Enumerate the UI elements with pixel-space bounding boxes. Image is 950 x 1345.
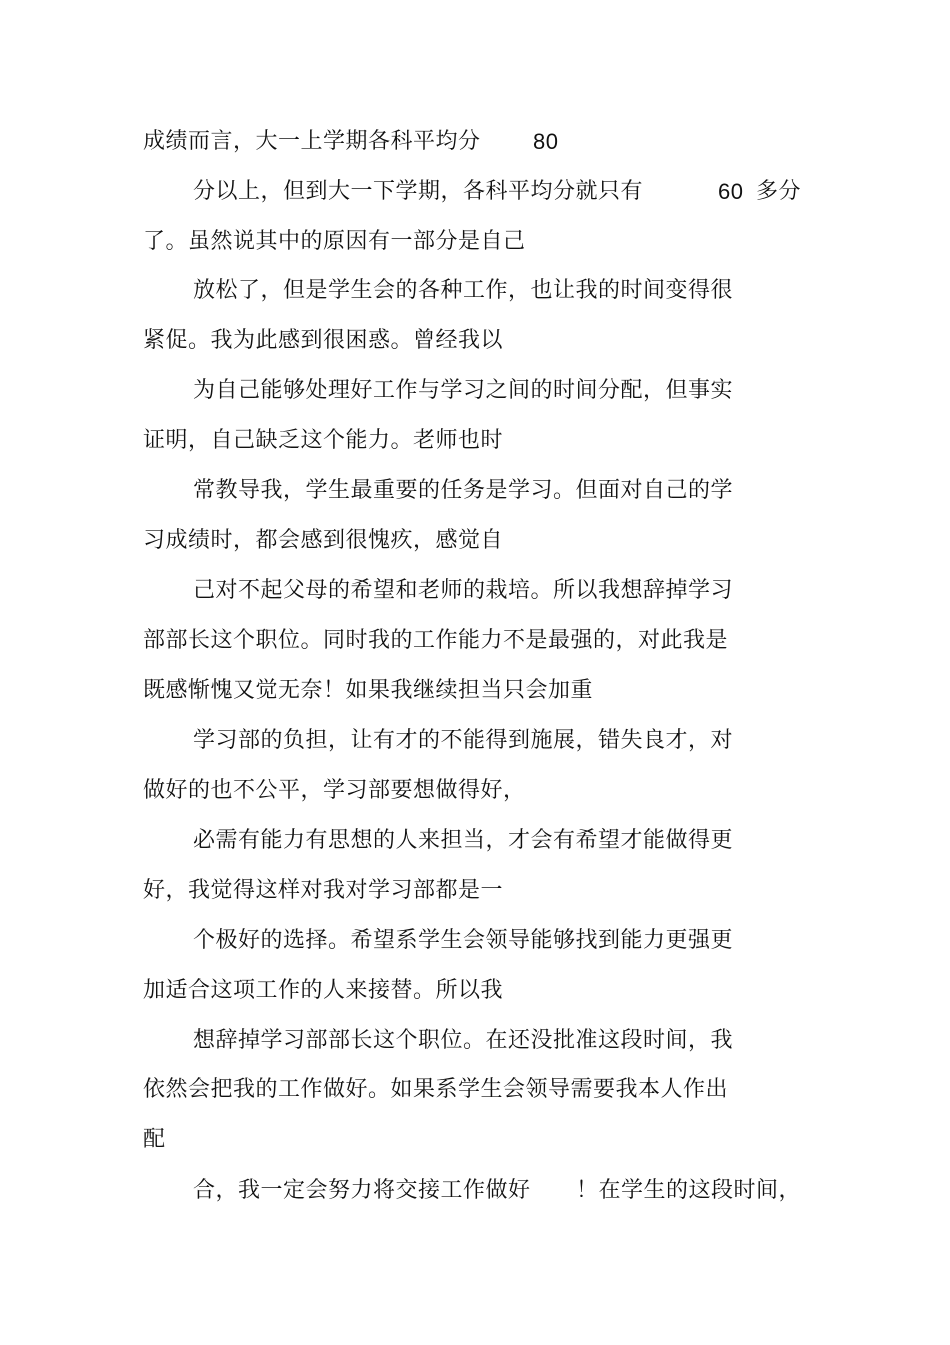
text-line: 为自己能够处理好工作与学习之间的时间分配，但事实 <box>193 378 734 403</box>
text-segment: ！在学生的这段时间， <box>576 1178 802 1203</box>
text-line: 想辞掉学习部部长这个职位。在还没批准这段时间，我 <box>193 1028 734 1053</box>
text-line: 证明，自己缺乏这个能力。老师也时 <box>143 428 504 453</box>
text-segment: 分以上，但到大一下学期，各科平均分就只有 <box>193 179 644 204</box>
text-line <box>193 1177 802 1205</box>
text-line: 学习部的负担，让有才的不能得到施展，错失良才，对 <box>193 728 734 753</box>
text-line: 部部长这个职位。同时我的工作能力不是最强的，对此我是 <box>143 628 729 653</box>
text-line: 己对不起父母的希望和老师的栽培。所以我想辞掉学习 <box>193 578 734 603</box>
text-line: 放松了，但是学生会的各种工作，也让我的时间变得很 <box>193 278 734 303</box>
text-line: 习成绩时，都会感到很愧疚，感觉自 <box>143 528 504 553</box>
text-line: 既感惭愧又觉无奈！如果我继续担当只会加重 <box>143 678 594 703</box>
text-line: 常教导我，学生最重要的任务是学习。但面对自己的学 <box>193 478 734 503</box>
text-line: 依然会把我的工作做好。如果系学生会领导需要我本人作出 <box>143 1077 729 1102</box>
text-line <box>143 128 559 156</box>
text-segment: 多分 <box>756 179 802 204</box>
text-line: 紧促。我为此感到很困惑。曾经我以 <box>143 328 504 353</box>
text-segment: 合，我一定会努力将交接工作做好 <box>193 1178 531 1203</box>
text-line: 了。虽然说其中的原因有一部分是自己 <box>143 229 526 254</box>
text-line: 加适合这项工作的人来接替。所以我 <box>143 978 504 1003</box>
text-line <box>193 178 802 206</box>
text-line: 好，我觉得这样对我对学习部都是一 <box>143 878 504 903</box>
number-segment: 80 <box>533 129 559 154</box>
text-line: 做好的也不公平，学习部要想做得好， <box>143 778 526 803</box>
text-line: 配 <box>143 1127 166 1152</box>
number-segment: 60 <box>718 179 744 204</box>
text-line: 个极好的选择。希望系学生会领导能够找到能力更强更 <box>193 928 734 953</box>
text-segment: 成绩而言，大一上学期各科平均分 <box>143 129 481 154</box>
text-line: 必需有能力有思想的人来担当，才会有希望才能做得更 <box>193 828 734 853</box>
